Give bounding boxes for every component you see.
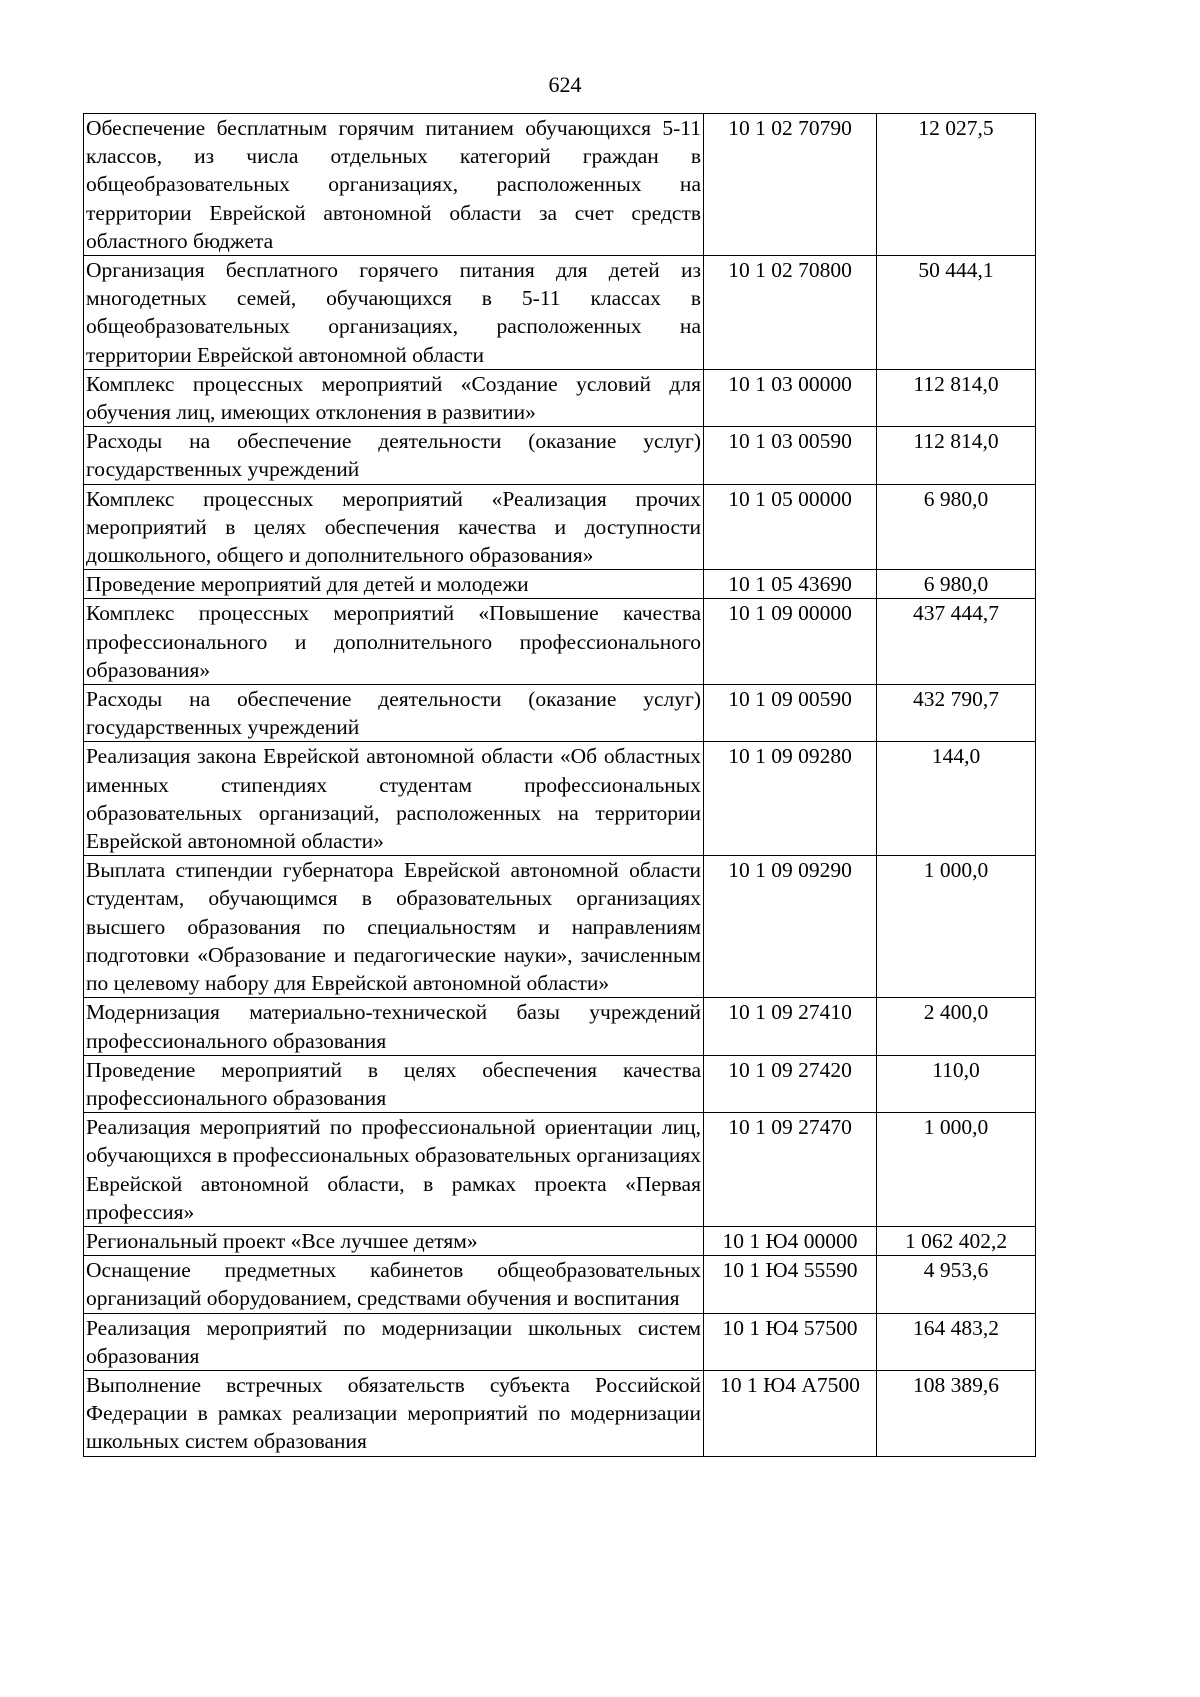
expense-name-cell: Реализация мероприятий по модернизации школьных систем образования [84, 1313, 704, 1370]
expense-name-cell: Проведение мероприятий для детей и молодежи [84, 570, 704, 599]
expense-name-cell: Модернизация материально-технической базы учреждений профессионального образования [84, 998, 704, 1055]
expense-name-cell: Региональный проект «Все лучшее детям» [84, 1226, 704, 1255]
amount-cell: 1 062 402,2 [877, 1226, 1036, 1255]
classification-code-cell: 10 1 03 00590 [704, 427, 877, 484]
classification-code-cell: 10 1 Ю4 А7500 [704, 1370, 877, 1456]
classification-code-cell: 10 1 05 00000 [704, 484, 877, 570]
classification-code-cell: 10 1 09 09280 [704, 742, 877, 856]
classification-code-cell: 10 1 02 70790 [704, 114, 877, 256]
amount-cell: 110,0 [877, 1055, 1036, 1112]
table-row [84, 1256, 1036, 1313]
amount-cell: 50 444,1 [877, 256, 1036, 370]
classification-code-cell: 10 1 09 27410 [704, 998, 877, 1055]
amount-cell: 6 980,0 [877, 570, 1036, 599]
table-row [84, 1313, 1036, 1370]
classification-code-cell: 10 1 09 00000 [704, 599, 877, 685]
table-row [84, 1113, 1036, 1227]
table-row [84, 1055, 1036, 1112]
table-row [84, 856, 1036, 998]
expense-name-cell: Выплата стипендии губернатора Еврейской автономной области студентам, обучающимся в образовательных организациях высшего образования по специальностям и направлениям подготовки «Образование и педагогические науки», зачисленным по целевому набору для Еврейской автономной области» [84, 856, 704, 998]
amount-cell: 6 980,0 [877, 484, 1036, 570]
amount-cell: 112 814,0 [877, 369, 1036, 426]
classification-code-cell: 10 1 02 70800 [704, 256, 877, 370]
classification-code-cell: 10 1 Ю4 00000 [704, 1226, 877, 1255]
expense-name-cell: Обеспечение бесплатным горячим питанием обучающихся 5-11 классов, из числа отдельных категорий граждан в общеобразовательных организациях, расположенных на территории Еврейской автономной области за счет средств областного бюджета [84, 114, 704, 256]
classification-code-cell: 10 1 03 00000 [704, 369, 877, 426]
classification-code-cell: 10 1 Ю4 57500 [704, 1313, 877, 1370]
classification-code-cell: 10 1 09 09290 [704, 856, 877, 998]
amount-cell: 1 000,0 [877, 856, 1036, 998]
amount-cell: 2 400,0 [877, 998, 1036, 1055]
expense-name-cell: Комплекс процессных мероприятий «Создание условий для обучения лиц, имеющих отклонения в развитии» [84, 369, 704, 426]
table-row [84, 114, 1036, 256]
expense-name-cell: Реализация мероприятий по профессиональной ориентации лиц, обучающихся в профессиональных образовательных организациях Еврейской автономной области, в рамках проекта «Первая профессия» [84, 1113, 704, 1227]
amount-cell: 1 000,0 [877, 1113, 1036, 1227]
expense-name-cell: Оснащение предметных кабинетов общеобразовательных организаций оборудованием, средствами обучения и воспитания [84, 1256, 704, 1313]
expense-name-cell: Реализация закона Еврейской автономной области «Об областных именных стипендиях студентам профессиональных образовательных организаций, расположенных на территории Еврейской автономной области» [84, 742, 704, 856]
amount-cell: 164 483,2 [877, 1313, 1036, 1370]
classification-code-cell: 10 1 09 00590 [704, 685, 877, 742]
amount-cell: 108 389,6 [877, 1370, 1036, 1456]
page-number: 624 [548, 72, 582, 97]
expense-name-cell: Проведение мероприятий в целях обеспечения качества профессионального образования [84, 1055, 704, 1112]
classification-code-cell: 10 1 05 43690 [704, 570, 877, 599]
amount-cell: 12 027,5 [877, 114, 1036, 256]
table-row [84, 427, 1036, 484]
amount-cell: 144,0 [877, 742, 1036, 856]
table-row [84, 685, 1036, 742]
amount-cell: 4 953,6 [877, 1256, 1036, 1313]
amount-cell: 437 444,7 [877, 599, 1036, 685]
expense-name-cell: Расходы на обеспечение деятельности (оказание услуг) государственных учреждений [84, 427, 704, 484]
expense-name-cell: Выполнение встречных обязательств субъекта Российской Федерации в рамках реализации мероприятий по модернизации школьных систем образования [84, 1370, 704, 1456]
classification-code-cell: 10 1 Ю4 55590 [704, 1256, 877, 1313]
classification-code-cell: 10 1 09 27420 [704, 1055, 877, 1112]
table-row [84, 1226, 1036, 1255]
expense-name-cell: Комплекс процессных мероприятий «Реализация прочих мероприятий в целях обеспечения качества и доступности дошкольного, общего и дополнительного образования» [84, 484, 704, 570]
table-row [84, 256, 1036, 370]
table-row [84, 369, 1036, 426]
expense-name-cell: Расходы на обеспечение деятельности (оказание услуг) государственных учреждений [84, 685, 704, 742]
table-row [84, 599, 1036, 685]
table-row [84, 1370, 1036, 1456]
table-row [84, 742, 1036, 856]
table-row [84, 484, 1036, 570]
table-row [84, 998, 1036, 1055]
classification-code-cell: 10 1 09 27470 [704, 1113, 877, 1227]
budget-table [83, 113, 1036, 1457]
table-row [84, 570, 1036, 599]
expense-name-cell: Организация бесплатного горячего питания для детей из многодетных семей, обучающихся в 5-11 классах в общеобразовательных организациях, расположенных на территории Еврейской автономной области [84, 256, 704, 370]
budget-table-body [84, 114, 1036, 1457]
expense-name-cell: Комплекс процессных мероприятий «Повышение качества профессионального и дополнительного профессионального образования» [84, 599, 704, 685]
amount-cell: 112 814,0 [877, 427, 1036, 484]
amount-cell: 432 790,7 [877, 685, 1036, 742]
